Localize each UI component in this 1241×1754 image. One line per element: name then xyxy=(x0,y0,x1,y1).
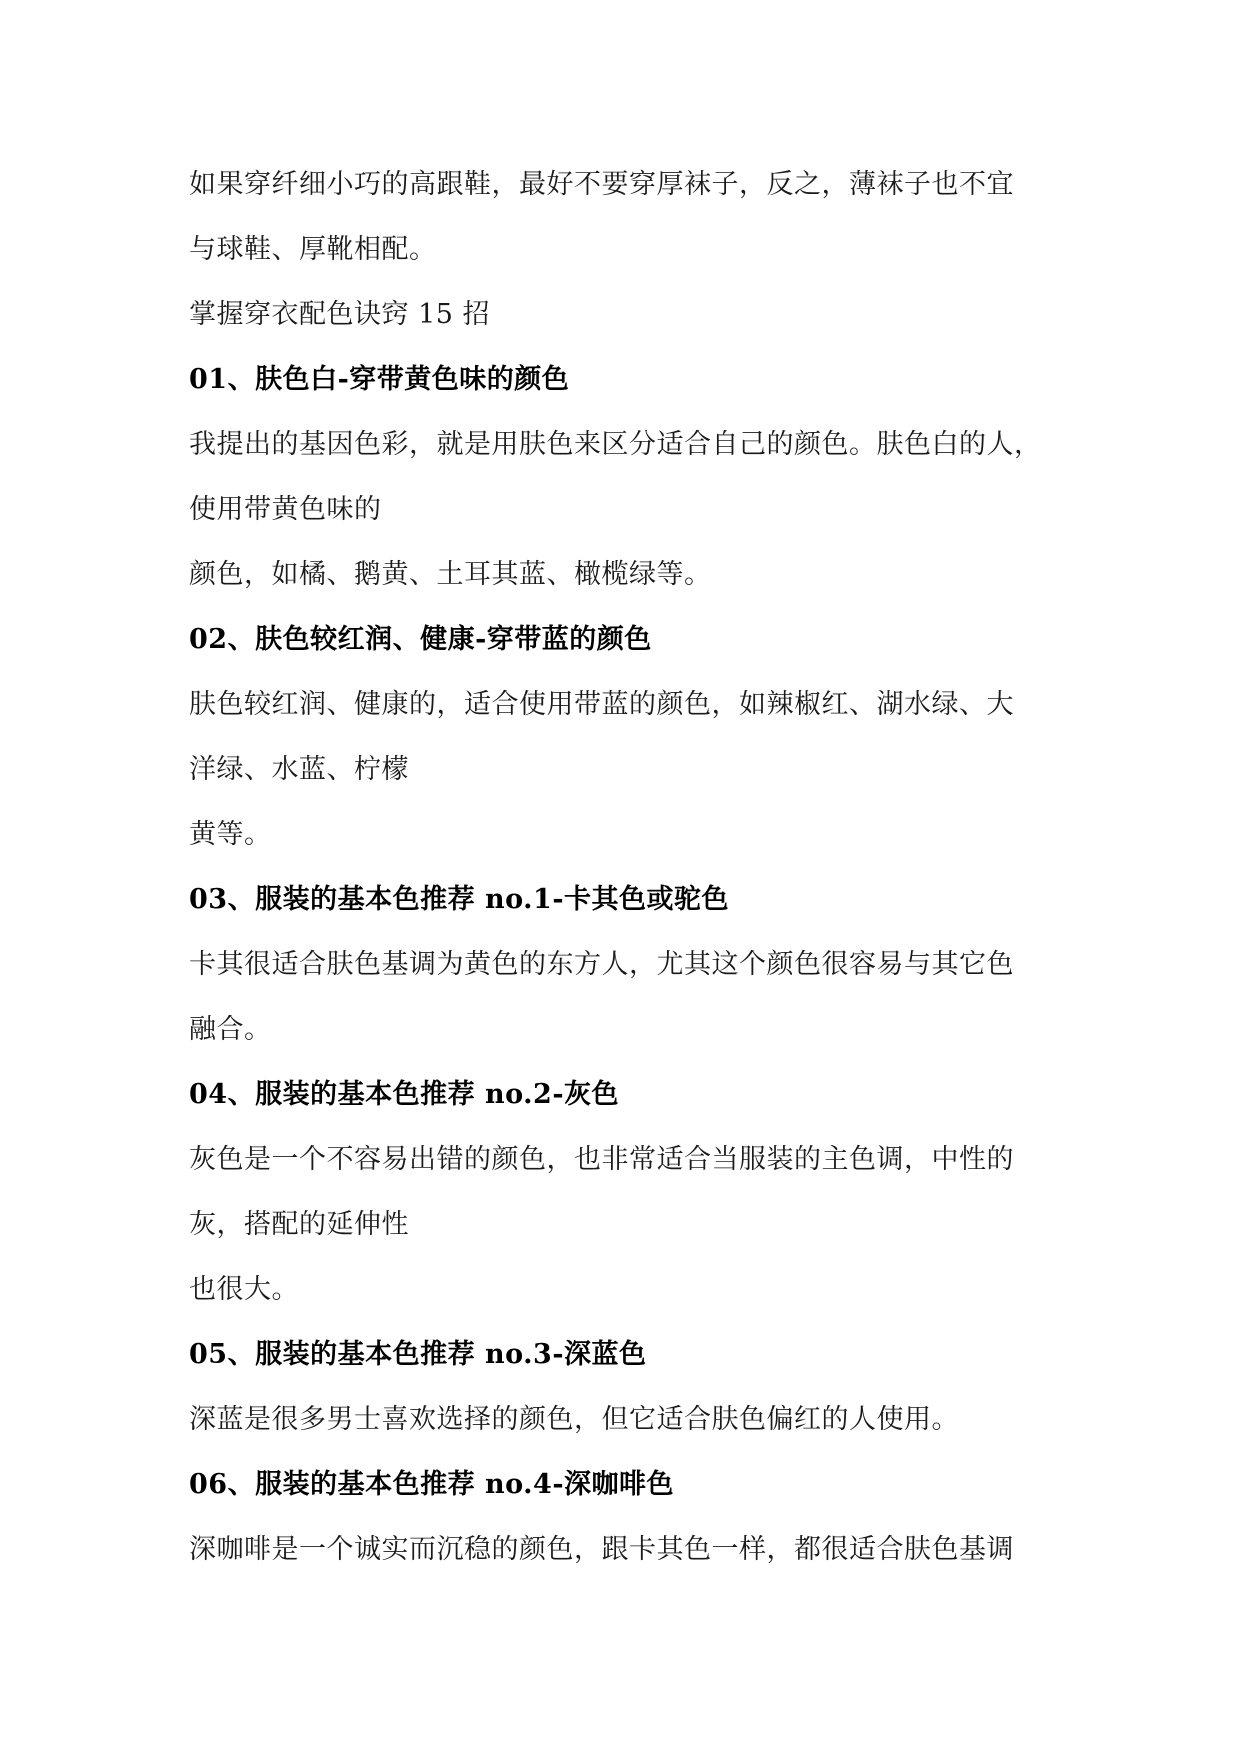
section-heading-02: 02、肤色较红润、健康-穿带蓝的颜色 xyxy=(189,624,652,655)
section-heading-05: 05、服装的基本色推荐 no.3-深蓝色 xyxy=(189,1339,647,1370)
intro-line-2: 与球鞋、厚靴相配。 xyxy=(189,234,437,265)
section-01-body-line-1: 我提出的基因色彩，就是用肤色来区分适合自己的颜色。肤色白的人， xyxy=(189,429,1042,460)
section-01-body-line-2: 使用带黄色味的 xyxy=(189,494,382,525)
section-04-body-line-2: 灰，搭配的延伸性 xyxy=(189,1209,409,1240)
section-02-body-line-3: 黄等。 xyxy=(189,819,272,850)
section-heading-03: 03、服装的基本色推荐 no.1-卡其色或驼色 xyxy=(189,884,730,915)
section-06-body-line-1: 深咖啡是一个诚实而沉稳的颜色，跟卡其色一样，都很适合肤色基调 xyxy=(189,1534,1014,1565)
section-heading-04: 04、服装的基本色推荐 no.2-灰色 xyxy=(189,1079,620,1110)
section-01-body-line-3: 颜色，如橘、鹅黄、土耳其蓝、橄榄绿等。 xyxy=(189,559,712,590)
section-02-body-line-1: 肤色较红润、健康的，适合使用带蓝的颜色，如辣椒红、湖水绿、大 xyxy=(189,689,1014,720)
section-03-body-line-2: 融合。 xyxy=(189,1014,272,1045)
section-heading-06: 06、服装的基本色推荐 no.4-深咖啡色 xyxy=(189,1469,675,1500)
section-04-body-line-3: 也很大。 xyxy=(189,1274,299,1305)
intro-line-3: 掌握穿衣配色诀窍 15 招 xyxy=(189,299,491,330)
section-05-body-line-1: 深蓝是很多男士喜欢选择的颜色，但它适合肤色偏红的人使用。 xyxy=(189,1404,959,1435)
section-04-body-line-1: 灰色是一个不容易出错的颜色，也非常适合当服装的主色调，中性的 xyxy=(189,1144,1014,1175)
section-02-body-line-2: 洋绿、水蓝、柠檬 xyxy=(189,754,409,785)
section-03-body-line-1: 卡其很适合肤色基调为黄色的东方人，尤其这个颜色很容易与其它色 xyxy=(189,949,1014,980)
intro-line-1: 如果穿纤细小巧的高跟鞋，最好不要穿厚袜子，反之，薄袜子也不宜 xyxy=(189,169,1014,200)
section-heading-01: 01、肤色白-穿带黄色味的颜色 xyxy=(189,364,570,395)
